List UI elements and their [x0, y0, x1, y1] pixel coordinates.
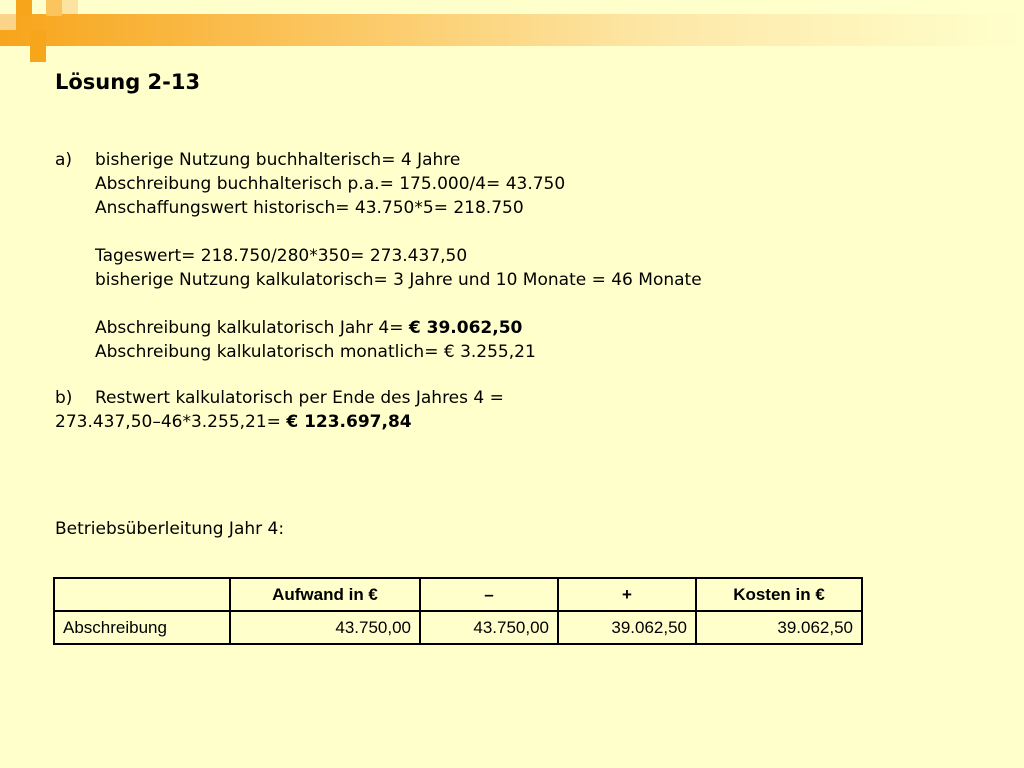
table-header-cell: [54, 578, 230, 611]
table-header-row: [54, 578, 862, 611]
decor-square: [0, 14, 16, 30]
decor-square: [62, 0, 78, 14]
part-a-line-1: bisherige Nutzung buchhalterisch= 4 Jahre: [95, 150, 461, 170]
part-a-line-6-text: Abschreibung kalkulatorisch Jahr 4=: [95, 318, 409, 338]
slide-title: Lösung 2-13: [55, 70, 201, 94]
table-header-cell: –: [420, 578, 558, 611]
table-row: [54, 611, 862, 644]
decor-square: [46, 0, 62, 16]
part-a-line-7: Abschreibung kalkulatorisch monatlich= € 3.255,21: [95, 342, 536, 362]
part-b-marker: b): [55, 388, 73, 408]
spacer: [95, 220, 702, 244]
part-b-line-1: Restwert kalkulatorisch per Ende des Jahres 4 =: [95, 388, 504, 408]
part-b-line-2-text: 273.437,50–46*3.255,21=: [55, 412, 287, 432]
decor-square: [30, 30, 46, 46]
part-a-line-2: Abschreibung buchhalterisch p.a.= 175.000/4= 43.750: [95, 174, 566, 194]
table-cell: 39.062,50: [696, 611, 862, 644]
spacer: [95, 292, 702, 316]
decor-square: [16, 0, 32, 16]
part-b-line-2-value: € 123.697,84: [286, 412, 412, 432]
table-header-cell: Kosten in €: [696, 578, 862, 611]
header-decoration: [0, 0, 1024, 62]
part-a-marker: a): [55, 150, 73, 170]
betriebsueberleitung-table: [53, 577, 863, 645]
part-a-line-4: Tageswert= 218.750/280*350= 273.437,50: [95, 246, 468, 266]
part-a-line-6: [95, 316, 702, 340]
table-cell: 39.062,50: [558, 611, 696, 644]
part-a-line-5: bisherige Nutzung kalkulatorisch= 3 Jahre und 10 Monate = 46 Monate: [95, 270, 702, 290]
table-cell: 43.750,00: [420, 611, 558, 644]
part-a-line-6-value: € 39.062,50: [408, 318, 523, 338]
betriebsueberleitung-label: Betriebsüberleitung Jahr 4:: [55, 519, 285, 539]
table-header-cell: +: [558, 578, 696, 611]
part-b-result: [55, 410, 412, 434]
part-a-line-3: Anschaffungswert historisch= 43.750*5= 218.750: [95, 198, 524, 218]
table-header-cell: Aufwand in €: [230, 578, 420, 611]
table-cell: 43.750,00: [230, 611, 420, 644]
table-cell: Abschreibung: [54, 611, 230, 644]
decor-square: [30, 46, 46, 62]
header-gradient-bar: [0, 14, 1024, 46]
part-b-line-2: [55, 410, 412, 434]
